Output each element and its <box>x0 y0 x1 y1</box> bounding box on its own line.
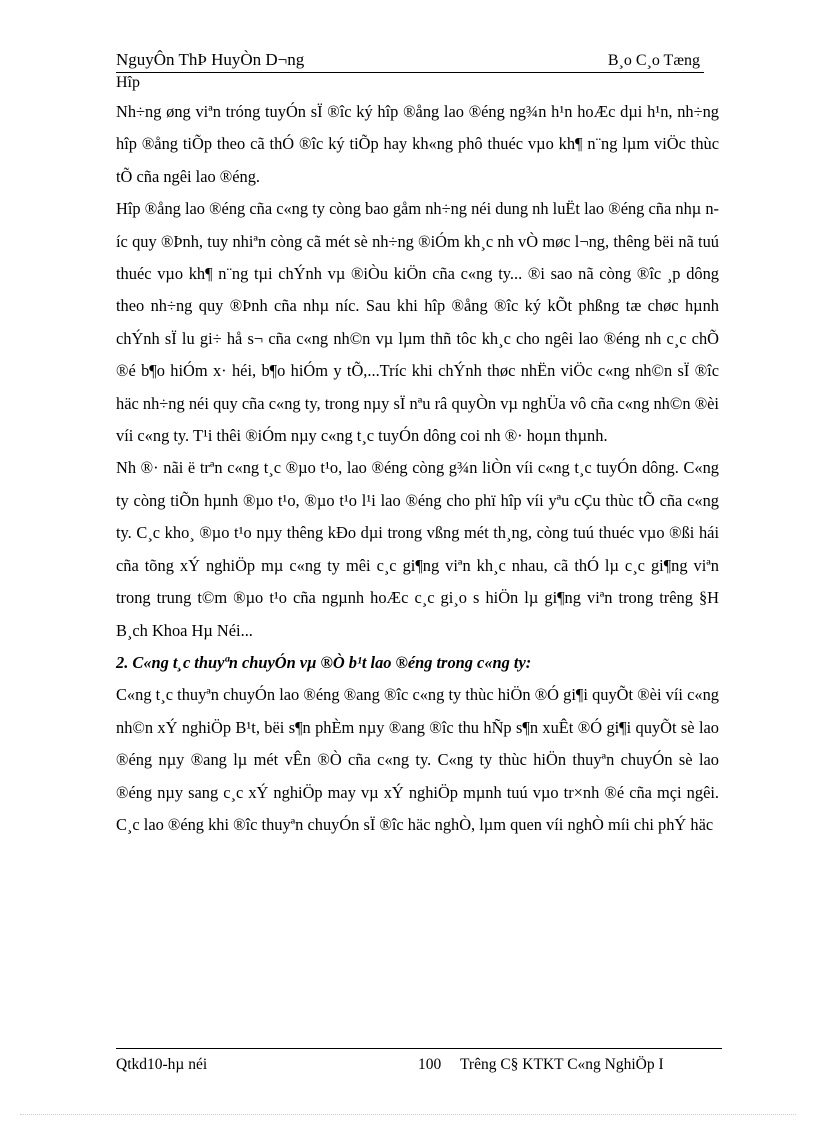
paragraph-3: Nh ®· nãi ë trªn c«ng t¸c ®µo t¹o, lao ®éng còng g¾n liÒn víi c«ng t¸c tuyÓn dông. C«ng ty còng tiÕn hµnh ®µo t¹o, ®µo t¹o l¹i lao ®éng cho phï hîp víi yªu cÇu thùc tÕ cña c«ng ty. C¸c kho¸ ®µo t¹o nµy thêng kÐo dµi trong vßng mét th¸ng, còng tuú thuéc vµo ®ßi hái cña tõng xÝ nghiÖp mµ c«ng ty mêi c¸c gi¶ng viªn kh¸c nhau, cã thÓ lµ c¸c gi¶ng viªn trong trung t©m ®µo t¹o cña ngµnh hoÆc c¸c gi¸o s hiÖn lµ gi¶ng viªn trong trêng §H B¸ch Khoa Hµ Néi... <box>116 458 719 640</box>
footer-school-name: Trêng C§ KTKT C«ng NghiÖp I <box>460 1056 664 1073</box>
paragraph-1: Nh÷ng øng viªn tróng tuyÓn sÏ ®îc ký hîp ®ång lao ®éng ng¾n h¹n hoÆc dµi h¹n, nh÷ng hîp ®ång tiÕp theo cã thÓ ®îc ký tiÕp hay kh«ng phô thuéc vµo kh¶ n¨ng lµm viÖc thùc tÕ cña ngêi lao ®éng. <box>116 102 719 186</box>
footer-class-label: Qtkd10-hµ néi <box>116 1056 208 1073</box>
section-title: 2. C«ng t¸c thuyªn chuyÓn vµ ®Ò b¹t lao ®éng trong c«ng ty: <box>116 652 532 672</box>
header-author: NguyÔn ThÞ HuyÒn D¬ng <box>116 50 305 69</box>
paragraph-2: Hîp ®ång lao ®éng cña c«ng ty còng bao gåm nh÷ng néi dung nh luËt lao ®éng cña nhµ níc quy ®Þnh, tuy nhiªn còng cã mét sè nh÷ng ®iÓm kh¸c nh vÒ møc l¬ng, thêng bëi nã tuú thuéc vµo kh¶ n¨ng tµi chÝnh vµ ®iÒu kiÖn cña c«ng ty... ®i sao nã còng ®îc ¸p dông theo nh÷ng quy ®Þnh cña nhµ níc. Sau khi hîp ®ång ®îc ký kÕt phßng tæ chøc hµnh chÝnh sÏ lu gi÷ hå s¬ cña c«ng nh©n vµ lµm thñ tôc kh¸c cho ngêi lao ®éng nh c¸c chÕ ®é b¶o hiÓm x· héi, b¶o hiÓm y tÕ,...Tríc khi chÝnh thøc nhËn viÖc c«ng nh©n sÏ ®îc häc nh÷ng néi quy cña c«ng ty, trong nµy sÏ nªu râ quyÒn vµ nghÜa vô cña c«ng nh©n ®èi víi c«ng ty. T¹i thêi ®iÓm nµy c«ng t¸c tuyÓn dông coi nh ®· hoµn thµnh. <box>116 199 719 446</box>
header-report-title: B¸o C¸o Tæng <box>607 52 700 69</box>
footer-rule <box>116 1048 722 1049</box>
footer-page-number: 100 <box>418 1056 442 1073</box>
paragraph-4: C«ng t¸c thuyªn chuyÓn lao ®éng ®ang ®îc c«ng ty thùc hiÖn ®Ó gi¶i quyÕt ®èi víi c«ng nh©n xÝ nghiÖp B¹t, bëi s¶n phÈm nµy ®ang ®îc thu hÑp s¶n xuÊt ®Ó gi¶i quyÕt sè lao ®éng nµy ®ang lµ mét vÊn ®Ò cña c«ng ty. C«ng ty thùc hiÖn thuyªn chuyÓn sè lao ®éng nµy sang c¸c xÝ nghiÖp may vµ xÝ nghiÖp mµnh tuú vµo tr×nh ®é cña mçi ngêi. C¸c lao ®éng khi ®îc thuyªn chuyÓn sÏ ®îc häc nghÒ, lµm quen víi nghÒ míi chi phÝ häc <box>116 685 719 834</box>
header-report-title-cont: Hîp <box>116 74 140 91</box>
document-body <box>116 96 719 841</box>
page-header <box>116 50 704 94</box>
page-edge-divider <box>20 1114 796 1115</box>
page-footer <box>116 1048 722 1078</box>
header-rule <box>116 72 704 73</box>
